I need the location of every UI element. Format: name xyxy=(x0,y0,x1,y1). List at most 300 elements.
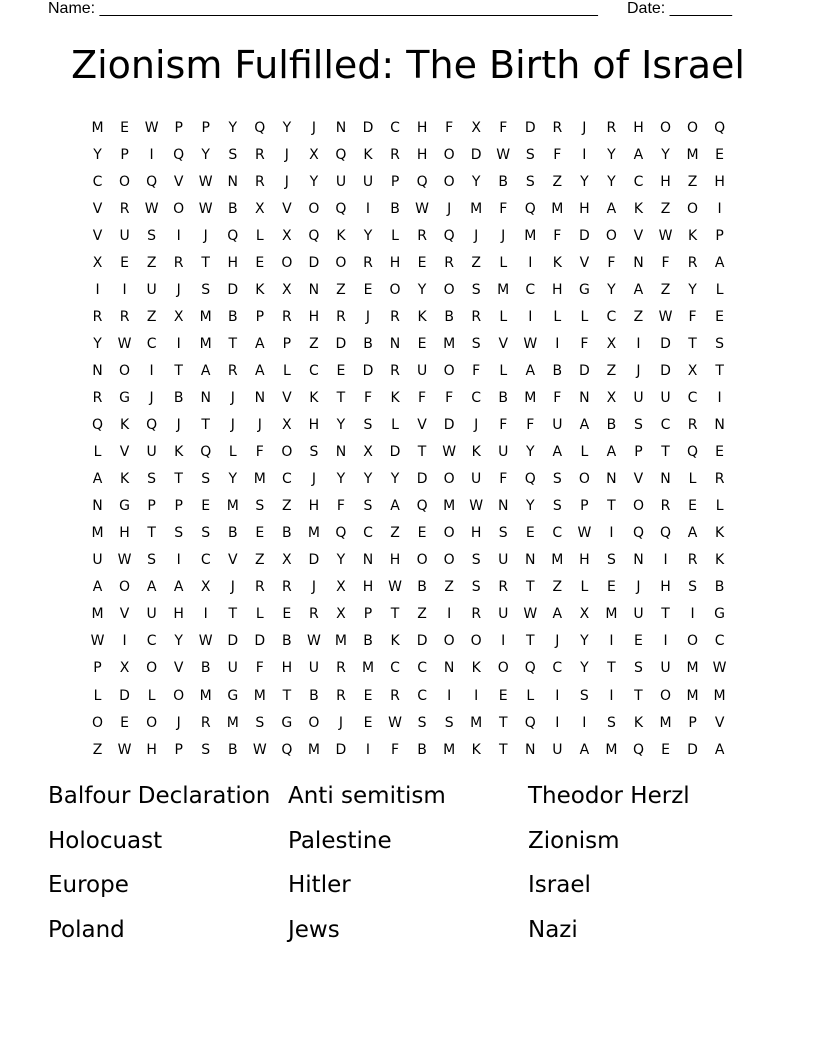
grid-letter[interactable]: J xyxy=(230,579,235,596)
grid-letter[interactable]: N xyxy=(525,741,536,758)
grid-letter[interactable]: I xyxy=(663,552,668,569)
grid-letter[interactable]: I xyxy=(717,389,722,406)
grid-letter[interactable]: V xyxy=(417,417,427,434)
grid-letter[interactable]: W xyxy=(198,200,213,217)
grid-letter[interactable]: M xyxy=(443,335,456,352)
grid-letter[interactable]: S xyxy=(471,335,481,352)
grid-letter[interactable]: M xyxy=(307,525,320,542)
grid-letter[interactable]: P xyxy=(201,119,210,136)
grid-letter[interactable]: H xyxy=(579,200,590,217)
grid-letter[interactable]: A xyxy=(633,281,644,298)
grid-letter[interactable]: X xyxy=(255,200,265,217)
grid-letter[interactable]: D xyxy=(227,633,239,650)
grid-letter[interactable]: B xyxy=(444,308,454,325)
grid-letter[interactable]: M xyxy=(551,200,564,217)
grid-letter[interactable]: M xyxy=(686,146,699,163)
grid-letter[interactable]: P xyxy=(715,227,724,244)
grid-letter[interactable]: A xyxy=(92,471,103,488)
grid-letter[interactable]: M xyxy=(524,389,537,406)
grid-letter[interactable]: Z xyxy=(390,525,400,542)
grid-letter[interactable]: B xyxy=(363,633,373,650)
grid-letter[interactable]: A xyxy=(606,444,617,461)
grid-letter[interactable]: I xyxy=(555,687,560,704)
grid-letter[interactable]: Q xyxy=(227,227,239,244)
grid-letter[interactable]: U xyxy=(552,417,563,434)
grid-letter[interactable]: O xyxy=(632,498,644,515)
grid-letter[interactable]: M xyxy=(605,606,618,623)
grid-letter[interactable]: R xyxy=(363,254,373,271)
grid-letter[interactable]: U xyxy=(362,173,374,190)
grid-letter[interactable]: O xyxy=(389,281,401,298)
grid-letter[interactable]: R xyxy=(309,606,319,623)
grid-letter[interactable]: L xyxy=(255,606,264,623)
grid-letter[interactable]: A xyxy=(255,362,265,379)
grid-letter[interactable]: F xyxy=(526,417,535,434)
grid-letter[interactable]: O xyxy=(443,471,455,488)
grid-letter[interactable]: B xyxy=(714,579,725,596)
grid-letter[interactable]: S xyxy=(147,227,157,244)
grid-letter[interactable]: T xyxy=(607,660,616,677)
grid-letter[interactable]: Q xyxy=(92,417,104,434)
grid-letter[interactable]: U xyxy=(660,389,671,406)
grid-letter[interactable]: P xyxy=(363,606,373,623)
grid-letter[interactable]: K xyxy=(390,633,400,650)
grid-letter[interactable]: Y xyxy=(201,146,210,163)
grid-letter[interactable]: B xyxy=(552,362,563,379)
grid-letter[interactable]: M xyxy=(253,471,266,488)
grid-letter[interactable]: C xyxy=(281,471,292,488)
grid-letter[interactable]: F xyxy=(499,471,508,488)
grid-letter[interactable]: X xyxy=(579,606,590,623)
grid-letter[interactable]: Q xyxy=(524,714,536,731)
grid-letter[interactable]: S xyxy=(363,417,373,434)
grid-letter[interactable]: E xyxy=(417,525,427,542)
grid-letter[interactable]: R xyxy=(119,200,130,217)
grid-letter[interactable]: X xyxy=(336,579,346,596)
grid-letter[interactable]: J xyxy=(501,227,506,244)
grid-letter[interactable]: J xyxy=(284,146,289,163)
grid-letter[interactable]: T xyxy=(228,606,238,623)
grid-letter[interactable]: E xyxy=(715,308,725,325)
grid-letter[interactable]: V xyxy=(498,335,509,352)
grid-letter[interactable]: K xyxy=(633,200,644,217)
grid-letter[interactable]: Y xyxy=(661,146,670,163)
grid-letter[interactable]: P xyxy=(634,444,643,461)
grid-letter[interactable]: Z xyxy=(660,281,671,298)
grid-letter[interactable]: J xyxy=(636,579,641,596)
grid-letter[interactable]: Q xyxy=(335,146,347,163)
grid-letter[interactable]: S xyxy=(634,417,643,434)
grid-letter[interactable]: U xyxy=(416,362,428,379)
grid-letter[interactable]: W xyxy=(523,335,538,352)
grid-letter[interactable]: M xyxy=(199,308,212,325)
grid-letter[interactable]: J xyxy=(338,714,344,731)
grid-letter[interactable]: M xyxy=(470,200,483,217)
grid-letter[interactable]: D xyxy=(119,687,130,704)
grid-letter[interactable]: O xyxy=(146,714,158,731)
grid-letter[interactable]: U xyxy=(471,471,482,488)
grid-letter[interactable]: A xyxy=(525,362,536,379)
grid-letter[interactable]: M xyxy=(686,660,699,677)
grid-letter[interactable]: Z xyxy=(660,200,671,217)
grid-letter[interactable]: J xyxy=(311,119,316,136)
grid-letter[interactable]: A xyxy=(552,444,563,461)
grid-letter[interactable]: M xyxy=(659,714,672,731)
grid-letter[interactable]: F xyxy=(255,660,264,677)
grid-letter[interactable]: O xyxy=(659,687,672,704)
grid-letter[interactable]: S xyxy=(606,552,616,569)
grid-letter[interactable]: B xyxy=(173,389,184,406)
grid-letter[interactable]: K xyxy=(363,146,373,163)
grid-letter[interactable]: S xyxy=(417,714,427,731)
grid-letter[interactable]: E xyxy=(120,714,129,731)
grid-letter[interactable]: M xyxy=(470,714,483,731)
grid-letter[interactable]: I xyxy=(636,335,641,352)
grid-letter[interactable]: R xyxy=(687,552,698,569)
grid-letter[interactable]: Q xyxy=(443,227,455,244)
grid-letter[interactable]: I xyxy=(474,687,479,704)
grid-letter[interactable]: Y xyxy=(282,119,292,136)
grid-letter[interactable]: C xyxy=(417,687,427,704)
grid-letter[interactable]: B xyxy=(227,200,238,217)
grid-letter[interactable]: T xyxy=(174,362,183,379)
grid-letter[interactable]: Y xyxy=(417,281,427,298)
grid-letter[interactable]: N xyxy=(92,498,103,515)
grid-letter[interactable]: I xyxy=(122,633,127,650)
grid-letter[interactable]: K xyxy=(471,444,481,461)
grid-letter[interactable]: N xyxy=(633,254,644,271)
grid-letter[interactable]: E xyxy=(255,525,265,542)
grid-letter[interactable]: R xyxy=(390,146,400,163)
grid-letter[interactable]: T xyxy=(417,444,427,461)
grid-letter[interactable]: Y xyxy=(336,552,346,569)
grid-letter[interactable]: D xyxy=(524,119,536,136)
grid-letter[interactable]: X xyxy=(363,444,373,461)
grid-letter[interactable]: C xyxy=(390,119,400,136)
grid-letter[interactable]: N xyxy=(335,119,347,136)
grid-letter[interactable]: B xyxy=(417,741,427,758)
grid-letter[interactable]: S xyxy=(201,525,211,542)
grid-letter[interactable]: Y xyxy=(607,173,616,190)
grid-letter[interactable]: R xyxy=(254,173,265,190)
grid-letter[interactable]: Y xyxy=(688,281,697,298)
grid-letter[interactable]: W xyxy=(117,552,132,569)
grid-letter[interactable]: W xyxy=(469,498,484,515)
grid-letter[interactable]: Z xyxy=(633,308,644,325)
grid-letter[interactable]: N xyxy=(633,552,644,569)
grid-letter[interactable]: X xyxy=(282,417,292,434)
grid-letter[interactable]: P xyxy=(688,714,697,731)
grid-letter[interactable]: O xyxy=(173,687,185,704)
grid-letter[interactable]: W xyxy=(198,173,213,190)
grid-letter[interactable]: L xyxy=(580,308,589,325)
grid-letter[interactable]: B xyxy=(200,660,211,677)
grid-letter[interactable]: Z xyxy=(92,741,103,758)
grid-letter[interactable]: J xyxy=(176,281,181,298)
grid-letter[interactable]: D xyxy=(227,281,239,298)
grid-letter[interactable]: V xyxy=(633,471,644,488)
grid-letter[interactable]: V xyxy=(282,389,292,406)
grid-letter[interactable]: W xyxy=(577,525,592,542)
grid-letter[interactable]: S xyxy=(606,714,616,731)
grid-letter[interactable]: L xyxy=(282,362,291,379)
grid-letter[interactable]: W xyxy=(144,200,159,217)
grid-letter[interactable]: I xyxy=(365,741,371,758)
grid-letter[interactable]: I xyxy=(176,552,181,569)
grid-letter[interactable]: W xyxy=(658,227,673,244)
grid-letter[interactable]: T xyxy=(228,335,238,352)
grid-letter[interactable]: S xyxy=(174,525,184,542)
grid-letter[interactable]: B xyxy=(227,308,238,325)
grid-letter[interactable]: E xyxy=(606,579,616,596)
grid-letter[interactable]: I xyxy=(176,335,181,352)
grid-letter[interactable]: B xyxy=(606,417,617,434)
grid-letter[interactable]: T xyxy=(201,417,210,434)
grid-letter[interactable]: Q xyxy=(335,200,347,217)
grid-letter[interactable]: R xyxy=(336,660,346,677)
grid-letter[interactable]: C xyxy=(606,308,617,325)
grid-letter[interactable]: H xyxy=(281,660,293,677)
grid-letter[interactable]: Z xyxy=(146,254,157,271)
grid-letter[interactable]: W xyxy=(388,714,402,731)
grid-letter[interactable]: U xyxy=(146,281,157,298)
grid-letter[interactable]: C xyxy=(417,660,427,677)
grid-letter[interactable]: S xyxy=(201,281,211,298)
grid-letter[interactable]: M xyxy=(226,498,239,515)
grid-letter[interactable]: Y xyxy=(525,444,535,461)
grid-letter[interactable]: R xyxy=(200,714,211,731)
grid-letter[interactable]: T xyxy=(498,741,508,758)
grid-letter[interactable]: H xyxy=(633,119,644,136)
grid-letter[interactable]: K xyxy=(471,741,481,758)
grid-letter[interactable]: P xyxy=(93,660,102,677)
grid-letter[interactable]: Q xyxy=(524,471,536,488)
grid-letter[interactable]: C xyxy=(687,389,698,406)
grid-letter[interactable]: T xyxy=(661,444,670,461)
grid-letter[interactable]: T xyxy=(390,606,400,623)
grid-letter[interactable]: V xyxy=(227,552,238,569)
grid-letter[interactable]: R xyxy=(390,687,400,704)
grid-letter[interactable]: N xyxy=(362,552,374,569)
grid-letter[interactable]: Y xyxy=(363,227,373,244)
grid-letter[interactable]: Y xyxy=(580,633,589,650)
grid-letter[interactable]: I xyxy=(528,308,533,325)
grid-letter[interactable]: R xyxy=(660,498,671,515)
grid-letter[interactable]: B xyxy=(417,579,427,596)
grid-letter[interactable]: B xyxy=(227,741,238,758)
grid-letter[interactable]: A xyxy=(552,606,563,623)
grid-letter[interactable]: B xyxy=(282,633,292,650)
grid-letter[interactable]: R xyxy=(336,687,346,704)
grid-letter[interactable]: W xyxy=(90,633,105,650)
grid-letter[interactable]: U xyxy=(146,444,157,461)
grid-letter[interactable]: M xyxy=(334,633,347,650)
grid-letter[interactable]: O xyxy=(687,200,699,217)
grid-letter[interactable]: A xyxy=(714,254,725,271)
grid-letter[interactable]: E xyxy=(120,254,129,271)
grid-letter[interactable]: L xyxy=(93,444,102,461)
grid-letter[interactable]: N xyxy=(200,389,211,406)
grid-letter[interactable]: O xyxy=(281,254,293,271)
grid-letter[interactable]: E xyxy=(417,254,427,271)
grid-letter[interactable]: U xyxy=(498,552,509,569)
grid-letter[interactable]: X xyxy=(282,227,292,244)
grid-letter[interactable]: O xyxy=(443,146,455,163)
grid-letter[interactable]: M xyxy=(199,335,212,352)
grid-letter[interactable]: K xyxy=(715,552,725,569)
grid-letter[interactable]: T xyxy=(147,525,156,542)
grid-letter[interactable]: I xyxy=(95,281,100,298)
grid-letter[interactable]: M xyxy=(226,714,239,731)
grid-letter[interactable]: F xyxy=(688,308,697,325)
grid-letter[interactable]: I xyxy=(609,525,614,542)
grid-letter[interactable]: G xyxy=(119,389,130,406)
grid-letter[interactable]: R xyxy=(92,389,103,406)
grid-letter[interactable]: Q xyxy=(200,444,212,461)
grid-letter[interactable]: T xyxy=(715,362,724,379)
grid-letter[interactable]: Q xyxy=(524,660,536,677)
grid-letter[interactable]: J xyxy=(555,633,560,650)
grid-letter[interactable]: H xyxy=(389,552,401,569)
grid-letter[interactable]: J xyxy=(176,714,181,731)
grid-letter[interactable]: C xyxy=(92,173,103,190)
grid-letter[interactable]: I xyxy=(122,281,127,298)
grid-letter[interactable]: D xyxy=(578,362,590,379)
grid-letter[interactable]: F xyxy=(553,389,562,406)
grid-letter[interactable]: C xyxy=(390,660,400,677)
grid-letter[interactable]: I xyxy=(582,146,587,163)
grid-letter[interactable]: V xyxy=(119,606,130,623)
grid-letter[interactable]: D xyxy=(660,335,671,352)
grid-letter[interactable]: E xyxy=(201,498,211,515)
grid-letter[interactable]: D xyxy=(416,633,428,650)
grid-letter[interactable]: V xyxy=(92,200,103,217)
grid-letter[interactable]: X xyxy=(336,606,346,623)
grid-letter[interactable]: L xyxy=(715,281,724,298)
grid-letter[interactable]: J xyxy=(176,417,181,434)
grid-letter[interactable]: S xyxy=(688,579,697,596)
grid-letter[interactable]: R xyxy=(471,606,482,623)
grid-letter[interactable]: O xyxy=(119,362,131,379)
grid-letter[interactable]: P xyxy=(282,335,292,352)
grid-letter[interactable]: L xyxy=(255,227,264,244)
grid-letter[interactable]: U xyxy=(498,606,509,623)
grid-letter[interactable]: V xyxy=(92,227,103,244)
grid-letter[interactable]: N xyxy=(308,281,320,298)
grid-letter[interactable]: O xyxy=(687,633,699,650)
grid-letter[interactable]: O xyxy=(470,633,482,650)
grid-letter[interactable]: M xyxy=(199,687,212,704)
grid-letter[interactable]: X xyxy=(173,308,184,325)
grid-letter[interactable]: E xyxy=(661,741,670,758)
grid-letter[interactable]: L xyxy=(499,362,508,379)
grid-letter[interactable]: A xyxy=(687,525,698,542)
grid-letter[interactable]: T xyxy=(336,389,346,406)
grid-letter[interactable]: J xyxy=(149,389,154,406)
grid-letter[interactable]: G xyxy=(281,714,293,731)
grid-letter[interactable]: W xyxy=(658,308,673,325)
grid-letter[interactable]: V xyxy=(173,660,184,677)
grid-letter[interactable]: U xyxy=(92,552,103,569)
grid-letter[interactable]: W xyxy=(442,444,457,461)
grid-letter[interactable]: C xyxy=(309,362,319,379)
grid-letter[interactable]: S xyxy=(552,471,562,488)
grid-letter[interactable]: Z xyxy=(444,579,454,596)
grid-letter[interactable]: D xyxy=(389,444,401,461)
grid-letter[interactable]: H xyxy=(308,308,320,325)
grid-letter[interactable]: U xyxy=(552,741,563,758)
grid-letter[interactable]: A xyxy=(173,579,184,596)
grid-letter[interactable]: M xyxy=(307,741,320,758)
grid-letter[interactable]: P xyxy=(255,308,265,325)
grid-letter[interactable]: O xyxy=(281,444,293,461)
grid-letter[interactable]: F xyxy=(553,227,562,244)
grid-letter[interactable]: Q xyxy=(416,498,428,515)
grid-letter[interactable]: G xyxy=(714,606,726,623)
grid-letter[interactable]: Q xyxy=(659,525,672,542)
grid-letter[interactable]: Y xyxy=(525,498,535,515)
grid-letter[interactable]: L xyxy=(580,444,589,461)
grid-letter[interactable]: M xyxy=(686,687,699,704)
grid-letter[interactable]: E xyxy=(255,254,265,271)
grid-letter[interactable]: S xyxy=(498,525,508,542)
grid-letter[interactable]: C xyxy=(146,335,157,352)
grid-letter[interactable]: V xyxy=(119,444,130,461)
grid-letter[interactable]: T xyxy=(607,498,616,515)
grid-letter[interactable]: Y xyxy=(363,471,373,488)
grid-letter[interactable]: M xyxy=(497,281,510,298)
grid-letter[interactable]: O xyxy=(659,119,672,136)
grid-letter[interactable]: N xyxy=(497,498,509,515)
grid-letter[interactable]: W xyxy=(496,146,511,163)
grid-letter[interactable]: S xyxy=(471,579,481,596)
grid-letter[interactable]: S xyxy=(147,552,157,569)
grid-letter[interactable]: J xyxy=(311,471,316,488)
grid-letter[interactable]: V xyxy=(579,254,590,271)
grid-letter[interactable]: U xyxy=(308,660,320,677)
grid-letter[interactable]: F xyxy=(580,335,589,352)
grid-letter[interactable]: X xyxy=(92,254,103,271)
grid-letter[interactable]: E xyxy=(498,687,508,704)
grid-letter[interactable]: S xyxy=(579,687,589,704)
grid-letter[interactable]: B xyxy=(227,525,238,542)
grid-letter[interactable]: P xyxy=(174,741,183,758)
grid-letter[interactable]: K xyxy=(715,525,725,542)
grid-letter[interactable]: Q xyxy=(146,173,158,190)
grid-letter[interactable]: N xyxy=(227,173,238,190)
grid-letter[interactable]: K xyxy=(174,444,184,461)
grid-letter[interactable]: J xyxy=(230,417,235,434)
grid-letter[interactable]: Z xyxy=(146,308,157,325)
grid-letter[interactable]: J xyxy=(203,227,208,244)
grid-letter[interactable]: Y xyxy=(309,173,319,190)
grid-letter[interactable]: C xyxy=(363,525,373,542)
grid-letter[interactable]: F xyxy=(391,741,400,758)
grid-letter[interactable]: O xyxy=(605,227,617,244)
grid-letter[interactable]: L xyxy=(391,417,399,434)
grid-letter[interactable]: W xyxy=(117,335,132,352)
grid-letter[interactable]: Z xyxy=(606,362,617,379)
grid-letter[interactable]: R xyxy=(119,308,130,325)
grid-letter[interactable]: Q xyxy=(335,525,347,542)
grid-letter[interactable]: H xyxy=(552,281,563,298)
grid-letter[interactable]: K xyxy=(119,471,130,488)
grid-letter[interactable]: K xyxy=(687,227,698,244)
grid-letter[interactable]: S xyxy=(147,471,157,488)
grid-letter[interactable]: Y xyxy=(580,173,589,190)
grid-letter[interactable]: H xyxy=(389,254,401,271)
grid-letter[interactable]: L xyxy=(499,308,508,325)
